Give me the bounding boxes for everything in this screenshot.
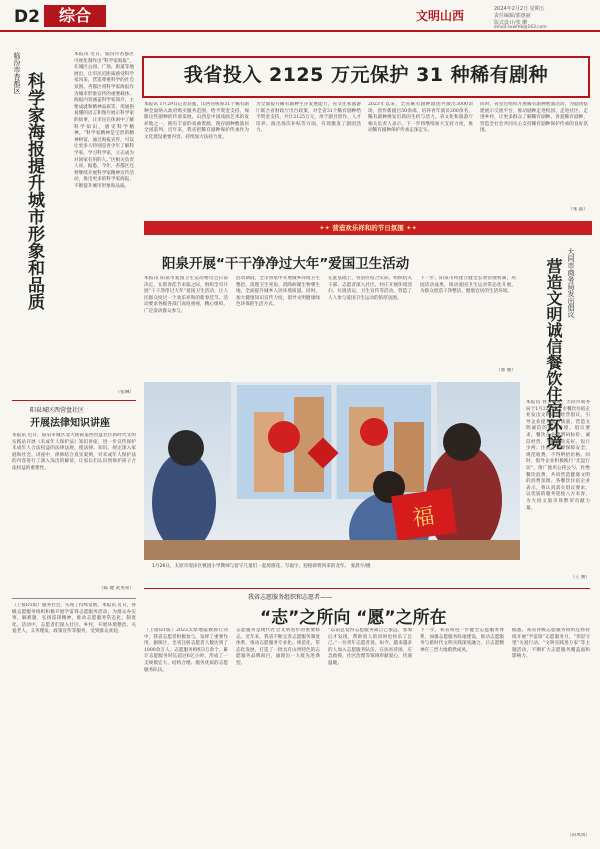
bottom-headline: “志”之所向 “愿”之所在	[260, 608, 447, 628]
bottom-col-5: 据悉，我省各级志愿服务组织还将持续开展“学雷锋”志愿服务月、“邻里守望”关爱行动、“文明实践进万家”等主题活动，不断扩大志愿服务覆盖面和影响力。	[512, 628, 590, 660]
lead-col-3: 2023年以来，全省稀有剧种剧团共演出3000余场，创作新剧目50余部，培养青年演员200余名，稀有剧种焕发出新的生机与活力。省文化和旅游厅相关负责人表示，下一步将继续加大支持力度，推动稀有剧种保护传承走深走实。	[368, 102, 473, 134]
lead-headline: 我省投入 2125 万元保护 31 种稀有剧种	[183, 64, 549, 86]
editor-line: 责任编辑/郭惠丽	[494, 13, 531, 19]
banner-text: 营造欢乐祥和的节日氛围	[332, 224, 404, 232]
bottom-byline: （田凤凤）	[567, 833, 590, 838]
right-headline: 营造文明诚信餐饮住宿环境	[544, 258, 563, 450]
email-line: email:sxwmb@163.com	[494, 25, 547, 30]
photo-caption: 1月26日，太原市迎泽区桃园小学教师与留守儿童们一起剪窗花、写福字，迎接即将到来的龙年。 张晨宇/摄	[152, 564, 371, 569]
date-line: 2024年2月2日 星期五	[494, 6, 545, 12]
right-article-body: 本报讯 春节临近，大同市商务局于1月22日向全市餐饮住宿企业发出文明诚信经营倡议，引导企业提升服务质量，营造文明诚信的消费环境。倡议要求，餐饮企业要明码标价、诚信经营，不得以次充好、短斤少两；住宿企业要保障安全、规范收费，不得哄抬价格。同时，倡导企业积极践行“光盘行动”，推广使用公筷公勺，杜绝餐饮浪费，共同营造健康文明的消费氛围。各餐饮住宿企业表示，将认真落实倡议要求，以优质的服务迎接八方来客，为大同文旅市场繁荣贡献力量。	[526, 400, 590, 511]
right-spacer	[526, 232, 540, 242]
left-divider	[12, 400, 136, 401]
bottom-kicker: 我省志愿服务组织和志愿者——	[248, 594, 333, 601]
designer-line: 版式设计/张 鹏	[494, 20, 528, 26]
bottom-col-3: “以前总觉得志愿服务离自己很远，参加后才发现，帮助别人的同时也快乐了自己。”一位青年志愿者说。如今，越来越多的人加入志愿服务队伍，在扶贫济困、应急救援、社区治理等领域奉献爱心，传递温暖。	[328, 628, 412, 666]
left-bottom-divider	[12, 598, 136, 599]
paper-logo: 文明山西	[416, 9, 465, 23]
sub-headline: 开展法律知识讲座	[30, 418, 110, 429]
bottom-story-divider	[144, 588, 590, 589]
section-label: 综合	[44, 5, 106, 27]
left-headline: 科学家海报提升城市形象和品质	[24, 72, 44, 310]
second-col-2: 活动期间，全市将集中开展城乡环境卫生整治，清理卫生死角，消除病媒生物孳生地，全面提升城乡人居环境质量。同时，加大健康知识宣传力度，倡导文明健康绿色环保的生活方式。	[236, 276, 320, 308]
lead-col-4: 同时，省里还组织开展稀有剧种展演活动，为剧团搭建展示交流平台，推动剧种走进校园、走进社区、走进乡村，让更多群众了解稀有剧种、喜爱稀有剧种，营造全社会共同关心支持稀有剧种保护传承的良好氛围。	[480, 102, 588, 134]
right-kicker: 大同市商务局发出倡议	[567, 248, 575, 318]
second-headline: 阳泉开展“干干净净过大年”爱国卫生活动	[162, 256, 410, 272]
page-number: D2	[14, 7, 40, 27]
left-kicker: 临汾市杏都区	[13, 52, 21, 94]
left-article-body: 本报讯 近日，临汾市杏都区可视化制作出“科学家海报”，在城区公园、广场、街道等地展出，让市民近距离感受科学家风采，营造尊重科学的社会氛围。杏都区将科学家海报作为城市形象宣传的重要载体，海报内容涵盖科学家简介、主要成就和精神品质等，用通俗易懂的语言和图片展示科学家的故事，让市民在休闲中了解科学知识，感受科学精神。“科学家精神是宝贵的精神财富，通过海报宣传，可以让更多人特别是青少年了解科学家，学习科学家，立志成为对国家有用的人。”区相关负责人说。据悉，今年，杏都区还将继续开展科学家精神宣传活动，推出更多的科学家海报，不断提升城市形象和品质。	[74, 52, 134, 189]
lead-col-1: 本报讯 1月29日记者获悉，山西省统筹31个稀有剧种全面纳入政府购买服务范围，给予资金支持，保障这些剧种的传承发展。山西是中国戏曲艺术的发祥地之一，拥有丰富的戏曲资源，现存剧种数量居全国前列。近年来，我省把稀有剧种保护传承作为文化建设重要内容，持续加大扶持力度。	[144, 102, 249, 140]
header-rule	[0, 30, 600, 32]
svg-text:福: 福	[410, 503, 437, 532]
banner-ornament-left: ✦✦	[319, 224, 333, 232]
festival-banner	[144, 221, 592, 235]
lead-byline: （张 磊）	[568, 207, 588, 212]
sub-article-body: 本报讯 近日，阳泉市城区北大街街道西营盘社区新时代文明实践站开展《未成年人保护法》知识讲座，进一步宣传保护未成年人合法权益的法律法规，使法律、知识、规定深入家庭和社会。讲座中，律师结合真实案例，对未成年人保护法的内容进行了深入浅出的解读，让家长们认识到保护孩子合法权益的重要性。	[12, 433, 136, 471]
second-byline: （郭 强）	[496, 368, 516, 373]
bottom-col-4: 下一步，我省将进一步健全志愿服务体系，加强志愿服务阵地建设，推动志愿服务与新时代文明实践深度融合，让志愿精神在三晋大地蔚然成风。	[420, 628, 504, 653]
second-col-3: 在此基础上，各县区结合实际，组织机关干部、志愿者深入社区、村庄开展环境清扫、垃圾清运、卫生宣传等活动，营造了人人参与爱国卫生运动的浓厚氛围。	[328, 276, 412, 301]
banner-ornament-right: ✦✦	[403, 224, 417, 232]
lead-col-2: 为全面提升稀有剧种生存发展能力，省文化和旅游厅联合省财政厅出台政策，对全省31个稀有剧种给予资金支持，共计2125万元，用于剧目创作、人才培养、演出场次补贴等方面，有效激发了剧团活力。	[256, 102, 361, 134]
second-col-1: 本报讯 阳泉市爱国卫生运动委员会日前决定，在新春佳节来临之际，组织全市开展“干干净净过大年”爱国卫生活动，让人民群众度过一个欢乐祥和的新春佳节。活动要求各级各部门高度重视，精心组织，广泛发动群众参与。	[144, 276, 228, 314]
bottom-col-1: （上接D1版）2023太原地震救援行动中，我省志愿者积极参与，发挥了重要作用。据统计，全省注册志愿者人数达到了1000余万人，志愿服务组织3万余个，累计志愿服务时长超过6亿小时，形成了一支规模宏大、结构合理、服务优质的志愿服务队伍。	[144, 628, 228, 673]
sub-article-byline: （陈 婕 武英荣）	[98, 586, 134, 591]
right-article-byline: （王 刚）	[570, 575, 590, 580]
news-photo	[144, 382, 520, 560]
bottom-col-2: 志愿服务是现代社会文明进步的重要标志。近年来，我省不断完善志愿服务制度体系，推动志愿服务专业化、规范化、常态化发展，打造了一批具有山西特色的志愿服务品牌项目，涌现出一大批先进典型。	[236, 628, 320, 666]
sub-kicker: 阳泉城区西营盘社区	[30, 407, 85, 414]
left-bottom-body: （上接D1版）服务社会，实现了持续发展。本报讯 近日，各级志愿服务组织积极开展学雷锋志愿服务活动，为群众办实事、解难题，弘扬雷锋精神，推动志愿服务常态化、制度化。活动中，志愿者们深入社区、乡村，开展环境整治、关爱老人、义务理发、政策宣传等服务，受到群众欢迎。	[12, 603, 136, 635]
second-col-4: 下一步，阳泉市将建立健全长效管理机制，巩固活动成果，推动爱国卫生运动常态化开展，为群众创造干净整洁、健康宜居的生活环境。	[420, 276, 516, 295]
masthead	[0, 0, 600, 40]
left-article-byline: （张琳）	[115, 390, 134, 395]
